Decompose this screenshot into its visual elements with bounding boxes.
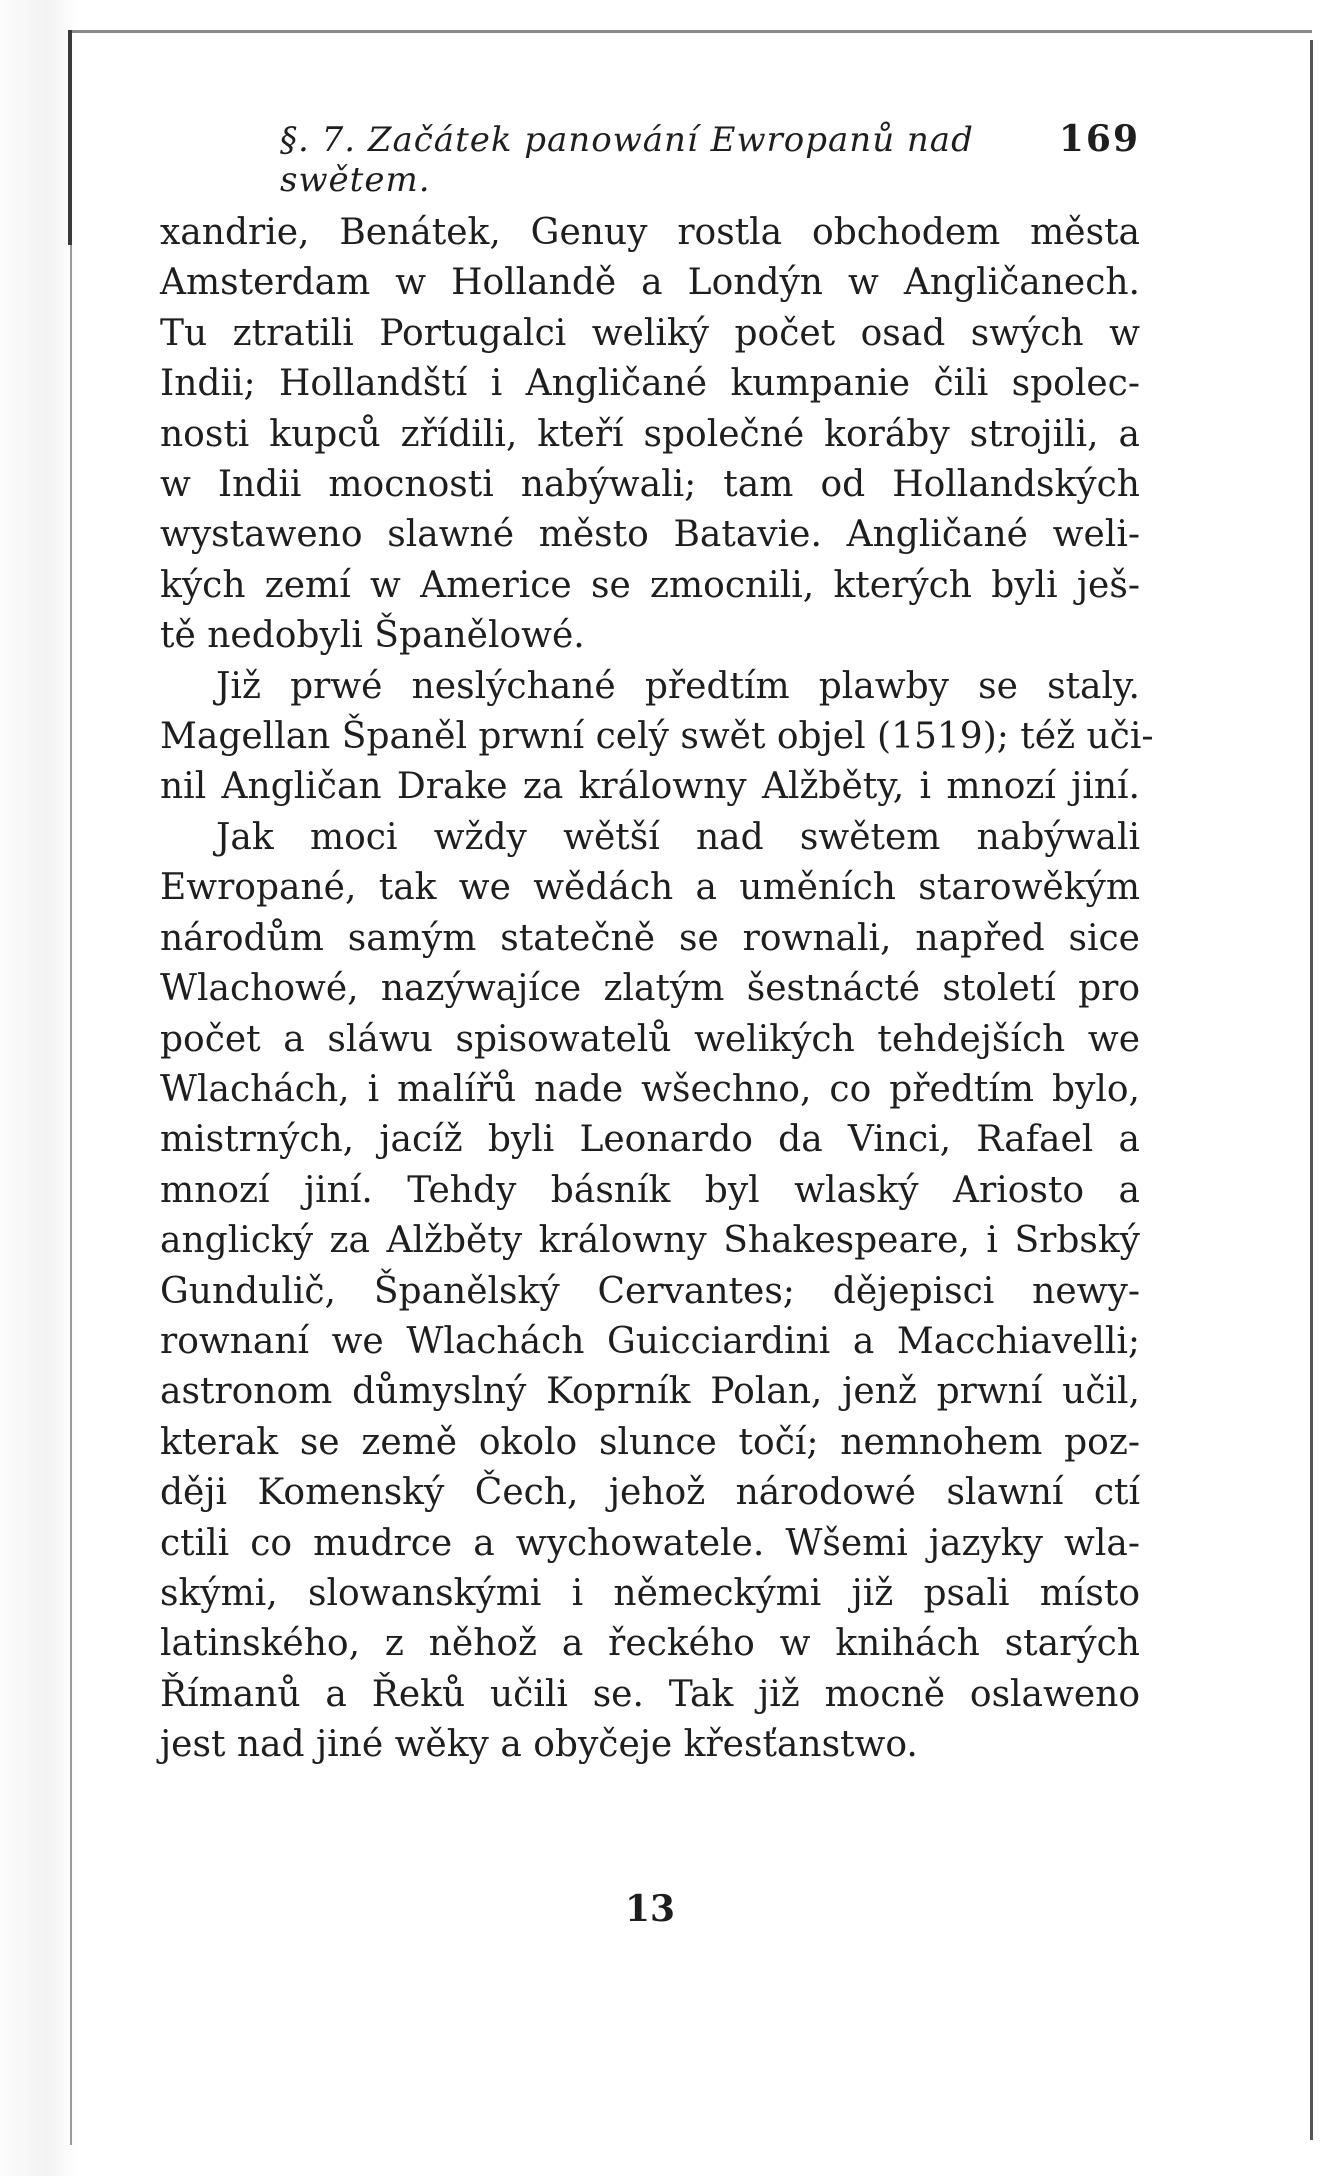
text-line: jest nad jiné wěky a obyčeje křesťanstwo. (160, 1724, 918, 1766)
text-line: latinského, z něhož a řeckého w knihách starých (160, 1623, 1140, 1665)
text-line: národům samým statečně se rownali, napřed sice (160, 917, 1140, 959)
page-border-right (1310, 40, 1313, 2140)
text-line: w Indii mocnosti nabýwali; tam od Hollandských (160, 464, 1140, 506)
text-line: skými, slowanskými i německými již psali místo (160, 1572, 1140, 1614)
page-number: 169 (1058, 118, 1140, 160)
text-line: Magellan Španěl prwní celý swět objel (1519); též uči- (160, 716, 1154, 758)
text-line: Jak moci wždy wětší nad swětem nabýwali (216, 816, 1140, 858)
book-page (160, 118, 1154, 1930)
text-line: ději Komenský Čech, jehož národowé slawní ctí (160, 1472, 1140, 1514)
page-border-left (68, 30, 72, 245)
text-line: rownaní we Wlachách Guicciardini a Macchiavelli; (160, 1320, 1140, 1362)
text-line: tě nedobyli Španělowé. (160, 615, 585, 657)
text-line: kých zemí w Americe se zmocnili, kterých byli ješ- (160, 564, 1140, 606)
text-line: Amsterdam w Hollandě a Londýn w Angličanech. (160, 262, 1140, 304)
binding-edge (0, 0, 78, 2176)
text-line: nosti kupců zřídili, kteří společné koráby strojili, a (160, 413, 1140, 455)
text-line: mnozí jiní. Tehdy básník byl wlaský Ariosto a (160, 1169, 1140, 1211)
text-line: xandrie, Benátek, Genuy rostla obchodem města (160, 212, 1140, 253)
text-line: kterak se země okolo slunce točí; nemnohem poz- (160, 1421, 1140, 1463)
text-line: Římanů a Řeků učili se. Tak již mocně oslaweno (160, 1673, 1140, 1715)
text-line: mistrných, jacíž byli Leonardo da Vinci, Rafael a (160, 1119, 1140, 1161)
running-title: §. 7. Začátek panowání Ewropanů nad swětem. (280, 120, 974, 200)
text-line: Ewropané, tak we wědách a uměních starowěkým (160, 867, 1140, 909)
running-head (160, 118, 1140, 200)
page-border-left-thin (70, 245, 72, 2145)
text-line: Gundulič, Španělský Cervantes; dějepisci newy- (160, 1270, 1140, 1312)
body-text (160, 208, 1154, 1771)
text-line: počet a sláwu spisowatelů welikých tehdejších we (160, 1018, 1140, 1060)
text-line: nil Angličan Drake za králowny Alžběty, i mnozí jiní. (160, 766, 1140, 808)
text-line: Již prwé neslýchané předtím plawby se staly. (216, 665, 1140, 707)
text-line: astronom důmyslný Koprník Polan, jenž prwní učil, (160, 1371, 1140, 1413)
text-line: Indii; Hollandští i Angličané kumpanie čili spolec- (160, 363, 1140, 405)
text-line: anglický za Alžběty králowny Shakespeare, i Srbský (160, 1220, 1140, 1262)
signature-mark: 13 (624, 1888, 676, 1930)
text-line: ctili co mudrce a wychowatele. Wšemi jazyky wla- (160, 1522, 1140, 1564)
text-line: Wlachách, i malířů nade wšechno, co předtím bylo, (160, 1068, 1140, 1110)
page-border-top (72, 30, 1312, 33)
text-line: Tu ztratili Portugalci weliký počet osad swých w (160, 312, 1140, 354)
text-line: wystaweno slawné město Batavie. Angličané weli- (160, 514, 1140, 556)
text-line: Wlachowé, nazýwajíce zlatým šestnácté století pro (160, 968, 1140, 1010)
